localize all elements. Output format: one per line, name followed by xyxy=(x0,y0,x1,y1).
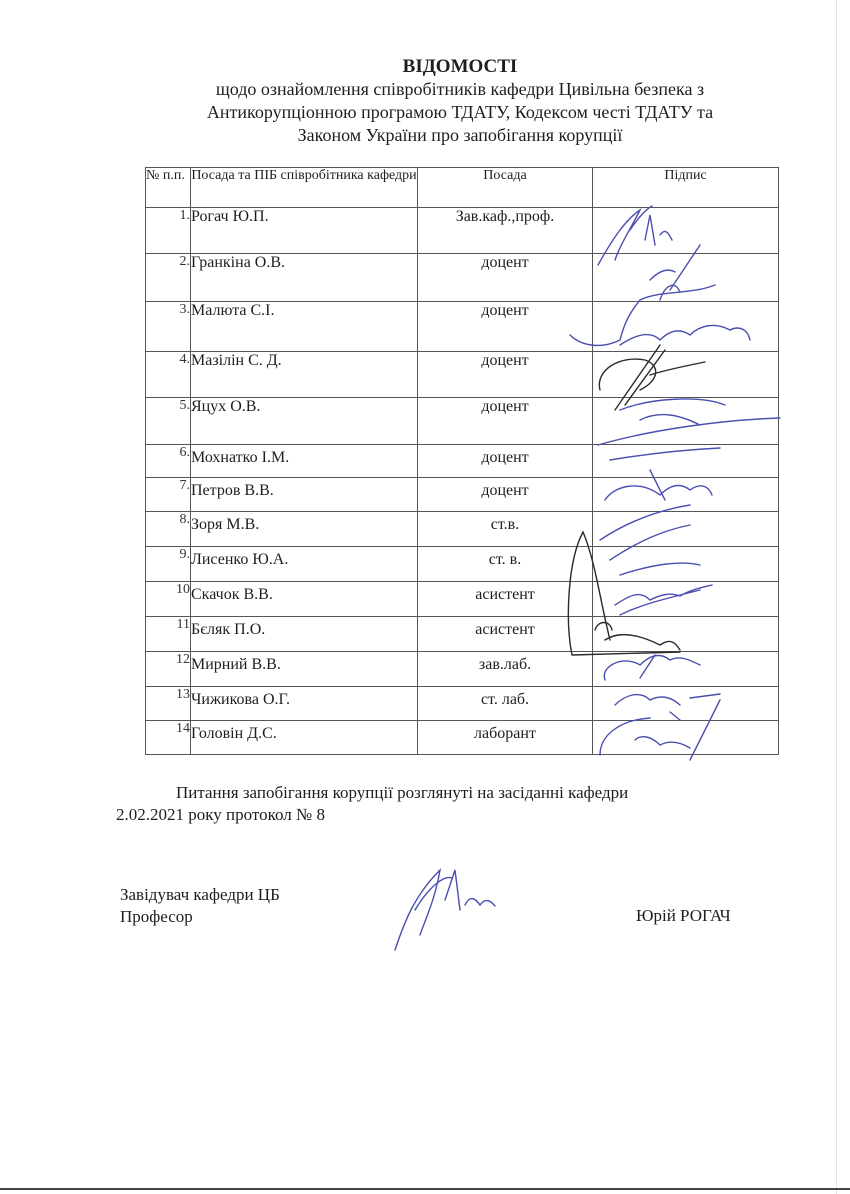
signature-cell xyxy=(593,617,779,652)
table-row xyxy=(146,652,779,687)
staff-name: Яцух О.В. xyxy=(191,398,418,445)
staff-position: лаборант xyxy=(418,721,593,755)
table-row xyxy=(146,398,779,445)
signature-cell xyxy=(593,352,779,398)
row-number: 13 xyxy=(146,687,191,721)
row-number: 2. xyxy=(146,254,191,302)
row-number: 7. xyxy=(146,478,191,512)
staff-name: Лисенко Ю.А. xyxy=(191,547,418,582)
meeting-note-line-2: 2.02.2021 року протокол № 8 xyxy=(116,805,325,824)
header-name: Посада та ПІБ співробітника кафедри xyxy=(191,168,418,208)
document-title: ВІДОМОСТІ xyxy=(402,56,518,77)
page-bottom-rule xyxy=(0,1188,850,1190)
staff-name: Малюта С.І. xyxy=(191,302,418,352)
signoff-role-line-1: Завідувач кафедри ЦБ xyxy=(120,885,280,904)
staff-name: Головін Д.С. xyxy=(191,721,418,755)
signature-cell xyxy=(593,445,779,478)
staff-position: доцент xyxy=(418,398,593,445)
subtitle-line-3: Законом України про запобігання корупції xyxy=(297,125,623,145)
head-signature-icon xyxy=(395,870,495,950)
table-row xyxy=(146,352,779,398)
page-edge xyxy=(836,0,837,1194)
staff-name: Мазілін С. Д. xyxy=(191,352,418,398)
signoff-name: Юрій РОГАЧ xyxy=(636,906,731,925)
staff-position: ст. лаб. xyxy=(418,687,593,721)
staff-position: ст. в. xyxy=(418,547,593,582)
document-header xyxy=(150,56,770,147)
signature-cell xyxy=(593,547,779,582)
row-number: 6. xyxy=(146,445,191,478)
row-number: 12 xyxy=(146,652,191,687)
staff-name: Гранкіна О.В. xyxy=(191,254,418,302)
signature-cell xyxy=(593,208,779,254)
staff-position: ст.в. xyxy=(418,512,593,547)
staff-name: Зоря М.В. xyxy=(191,512,418,547)
staff-position: асистент xyxy=(418,617,593,652)
signoff-role xyxy=(120,884,280,928)
table-row xyxy=(146,208,779,254)
staff-name: Петров В.В. xyxy=(191,478,418,512)
meeting-note-line-1: Питання запобігання корупції розглянуті на засіданні кафедри xyxy=(176,783,629,802)
row-number: 3. xyxy=(146,302,191,352)
staff-name: Скачок В.В. xyxy=(191,582,418,617)
table-row xyxy=(146,478,779,512)
table-row xyxy=(146,582,779,617)
staff-position: Зав.каф.,проф. xyxy=(418,208,593,254)
staff-position: асистент xyxy=(418,582,593,617)
table-row xyxy=(146,547,779,582)
staff-position: доцент xyxy=(418,352,593,398)
subtitle-line-2: Антикорупціонною програмою ТДАТУ, Кодексом честі ТДАТУ та xyxy=(206,102,714,122)
signature-cell xyxy=(593,582,779,617)
table-row xyxy=(146,617,779,652)
signature-cell xyxy=(593,254,779,302)
table-header-row xyxy=(146,168,779,208)
staff-name: Чижикова О.Г. xyxy=(191,687,418,721)
row-number: 11 xyxy=(146,617,191,652)
row-number: 10 xyxy=(146,582,191,617)
row-number: 4. xyxy=(146,352,191,398)
meeting-note xyxy=(116,782,796,826)
row-number: 5. xyxy=(146,398,191,445)
table-row xyxy=(146,254,779,302)
signature-cell xyxy=(593,398,779,445)
table-row xyxy=(146,687,779,721)
table-row xyxy=(146,302,779,352)
staff-name: Мирний В.В. xyxy=(191,652,418,687)
header-position: Посада xyxy=(418,168,593,208)
staff-name: Рогач Ю.П. xyxy=(191,208,418,254)
signature-cell xyxy=(593,478,779,512)
row-number: 14 xyxy=(146,721,191,755)
header-num: № п.п. xyxy=(146,168,191,208)
subtitle-line-1: щодо ознайомлення співробітників кафедри Цивільна безпека з xyxy=(215,79,705,99)
header-signature: Підпис xyxy=(593,168,779,208)
table-row xyxy=(146,721,779,755)
signature-cell xyxy=(593,652,779,687)
staff-position: доцент xyxy=(418,445,593,478)
signature-cell xyxy=(593,721,779,755)
staff-position: зав.лаб. xyxy=(418,652,593,687)
signature-cell xyxy=(593,302,779,352)
table-row xyxy=(146,512,779,547)
staff-position: доцент xyxy=(418,254,593,302)
row-number: 9. xyxy=(146,547,191,582)
signature-cell xyxy=(593,512,779,547)
staff-name: Мохнатко І.М. xyxy=(191,445,418,478)
signature-cell xyxy=(593,687,779,721)
signoff-role-line-2: Професор xyxy=(120,907,193,926)
staff-position: доцент xyxy=(418,302,593,352)
row-number: 1. xyxy=(146,208,191,254)
staff-name: Бєляк П.О. xyxy=(191,617,418,652)
row-number: 8. xyxy=(146,512,191,547)
table-row xyxy=(146,445,779,478)
staff-position: доцент xyxy=(418,478,593,512)
staff-acknowledgement-table xyxy=(145,167,779,755)
